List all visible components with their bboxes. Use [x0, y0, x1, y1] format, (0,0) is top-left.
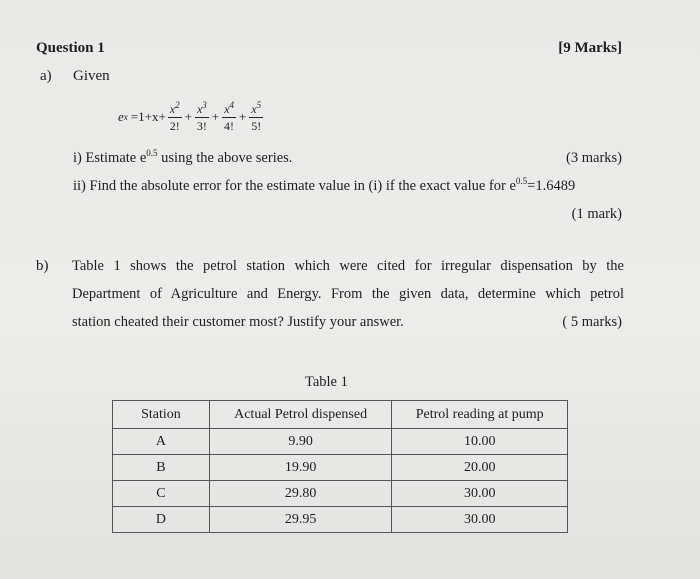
table-row [113, 481, 568, 507]
formula-term-3: $\frac{x^4}{4!}$ [224, 99, 235, 133]
part-a-label: a) [40, 68, 52, 84]
formula-term-4: $\frac{x^5}{5!}$ [251, 99, 262, 133]
petrol-table [112, 400, 568, 533]
cell-actual: 19.90 [209, 455, 392, 481]
formula-start: =1+x+ [130, 109, 166, 124]
part-b-line-2: Department of Agriculture and Energy. From the given data, determine which petrol [72, 286, 624, 302]
cell-station: A [113, 429, 210, 455]
part-a-ii-marks: (1 mark) [571, 206, 622, 222]
table-header-row [113, 401, 568, 429]
part-a-i-marks: (3 marks) [566, 150, 622, 166]
question-marks: [9 Marks] [558, 40, 622, 56]
cell-actual: 29.95 [209, 507, 392, 533]
part-b-line-1: Table 1 shows the petrol station which were cited for irregular dispensation by the [72, 258, 624, 274]
cell-reading: 10.00 [392, 429, 568, 455]
part-a-ii-question: ii) Find the absolute error for the estimate value in (i) if the exact value for $e^{0.5}=1.6489$ [73, 176, 576, 194]
table-row [113, 507, 568, 533]
cell-station: B [113, 455, 210, 481]
cell-station: C [113, 481, 210, 507]
header-station: Station [113, 401, 210, 429]
formula-lhs: e [118, 109, 124, 124]
part-b-label: b) [36, 258, 49, 274]
cell-station: D [113, 507, 210, 533]
formula-term-1: $\frac{x^2}{2!}$ [169, 99, 180, 133]
header-actual: Actual Petrol dispensed [209, 401, 392, 429]
cell-reading: 30.00 [392, 507, 568, 533]
table-caption: Table 1 [305, 374, 348, 390]
cell-actual: 29.80 [209, 481, 392, 507]
header-reading: Petrol reading at pump [392, 401, 568, 429]
question-title: Question 1 [36, 40, 105, 56]
table-row [113, 455, 568, 481]
cell-reading: 20.00 [392, 455, 568, 481]
part-b-line-3: station cheated their customer most? Justify your answer. [72, 314, 404, 330]
part-a-given: Given [73, 68, 110, 84]
table-row [113, 429, 568, 455]
formula-term-2: $\frac{x^3}{3!}$ [196, 99, 207, 133]
part-a-i-question: i) Estimate $e^{0.5}$ using the above series. [73, 148, 293, 166]
cell-reading: 30.00 [392, 481, 568, 507]
cell-actual: 9.90 [209, 429, 392, 455]
taylor-series-formula: e x =1+x+ $\frac{x^2}{2!}$ + $\frac{x^3}{3!}$ + $\frac{x^4}{4!}$ + $\frac{x^5}{5!}$ [118, 99, 262, 133]
part-b-marks: ( 5 marks) [562, 314, 622, 330]
